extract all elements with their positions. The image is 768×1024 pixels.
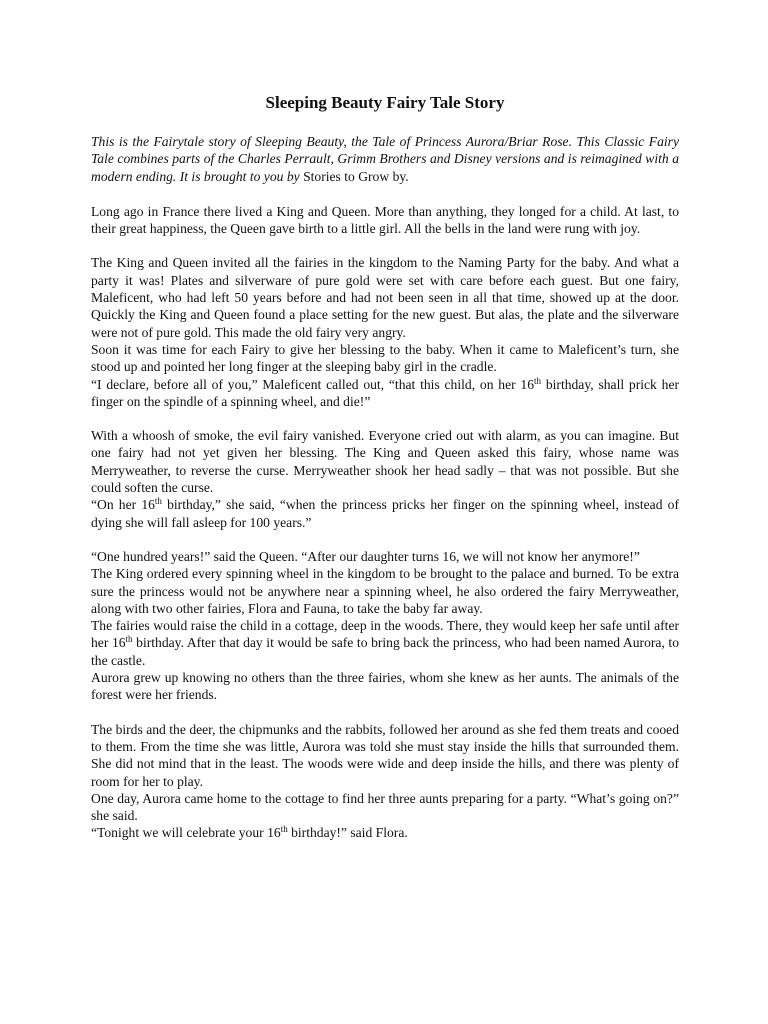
document-page	[91, 92, 679, 842]
superscript: th	[125, 634, 133, 645]
text-segment: birthday!” said Flora.	[287, 825, 408, 841]
intro-paragraph	[91, 133, 679, 185]
story-paragraph-13	[91, 824, 679, 841]
story-paragraph-8: The King ordered every spinning wheel in the kingdom to be brought to the palace and burned. To be extra sure the princess would not be anywhere near a spinning wheel, he also ordered the fairy Merryweather, along with two other fairies, Flora and Fauna, to take the baby far away.	[91, 566, 679, 616]
story-paragraph-6	[91, 496, 679, 531]
paragraph-spacer	[91, 531, 679, 548]
story-paragraph-9	[91, 617, 679, 669]
document-title: Sleeping Beauty Fairy Tale Story	[265, 93, 505, 112]
text-segment: birthday, shall prick her finger on the spindle of a spinning wheel, and die!”	[91, 376, 679, 409]
intro-italic-text: This is the Fairytale story of Sleeping Beauty, the Tale of Princess Aurora/Briar Rose. This Classic Fairy Tale combines parts of the Charles Perrault, Grimm Brothers and Disney versions and is reimagined with a modern ending. It is brought to you by	[91, 134, 679, 184]
paragraph-spacer	[91, 704, 679, 721]
superscript: th	[280, 824, 288, 835]
paragraph-spacer	[91, 410, 679, 427]
story-paragraph-1: Long ago in France there lived a King and Queen. More than anything, they longed for a child. At last, to their great happiness, the Queen gave birth to a little girl. All the bells in the land were rung with joy.	[91, 203, 679, 237]
text-segment: “I declare, before all of you,” Maleficent called out, “that this child, on her 16	[91, 376, 535, 392]
text-segment: birthday,” she said, “when the princess pricks her finger on the spinning wheel, instead of dying she will fall asleep for 100 years.”	[91, 497, 679, 530]
intro-source-text: Stories to Grow by.	[303, 168, 409, 184]
story-paragraph-4	[91, 376, 679, 411]
text-segment: The fairies would raise the child in a cottage, deep in the woods. There, they would keep her safe until after her 16	[91, 618, 679, 651]
text-segment: birthday. After that day it would be safe to bring back the princess, who had been named Aurora, to the castle.	[91, 635, 679, 668]
text-segment: “On her 16	[91, 497, 155, 513]
story-paragraph-10: Aurora grew up knowing no others than the three fairies, whom she knew as her aunts. The animals of the forest were her friends.	[91, 670, 679, 703]
story-paragraph-2: The King and Queen invited all the fairies in the kingdom to the Naming Party for the baby. And what a party it was! Plates and silverware of pure gold were set with care before each guest. But one fairy, Maleficent, who had left 50 years before and had not been seen in all that time, showed up at the door. Quickly the King and Queen found a place setting for the new guest. But alas, the plate and the silverware were not of pure gold. This made the old fairy very angry.	[91, 255, 679, 340]
text-segment: “Tonight we will celebrate your 16	[91, 825, 281, 841]
story-paragraph-12: One day, Aurora came home to the cottage to find her three aunts preparing for a party. “What’s going on?” she said.	[91, 790, 679, 824]
superscript: th	[534, 375, 542, 386]
story-paragraph-3: Soon it was time for each Fairy to give her blessing to the baby. When it came to Maleficent’s turn, she stood up and pointed her long finger at the sleeping baby girl in the cradle.	[91, 341, 679, 375]
superscript: th	[154, 496, 162, 507]
story-paragraph-11: The birds and the deer, the chipmunks and the rabbits, followed her around as she fed them treats and cooed to them. From the time she was little, Aurora was told she must stay inside the hills that surrounded them. She did not mind that in the least. The woods were wide and deep inside the hills, and there was plenty of room for her to play.	[91, 721, 679, 789]
story-paragraph-5: With a whoosh of smoke, the evil fairy vanished. Everyone cried out with alarm, as you can imagine. But one fairy had not yet given her blessing. The King and Queen asked this fairy, whose name was Merryweather, to reverse the curse. Merryweather shook her head sadly – that was not possible. But she could soften the curse.	[91, 428, 679, 496]
story-paragraph-7: “One hundred years!” said the Queen. “After our daughter turns 16, we will not know her anymore!”	[91, 548, 640, 564]
paragraph-spacer	[91, 237, 679, 254]
